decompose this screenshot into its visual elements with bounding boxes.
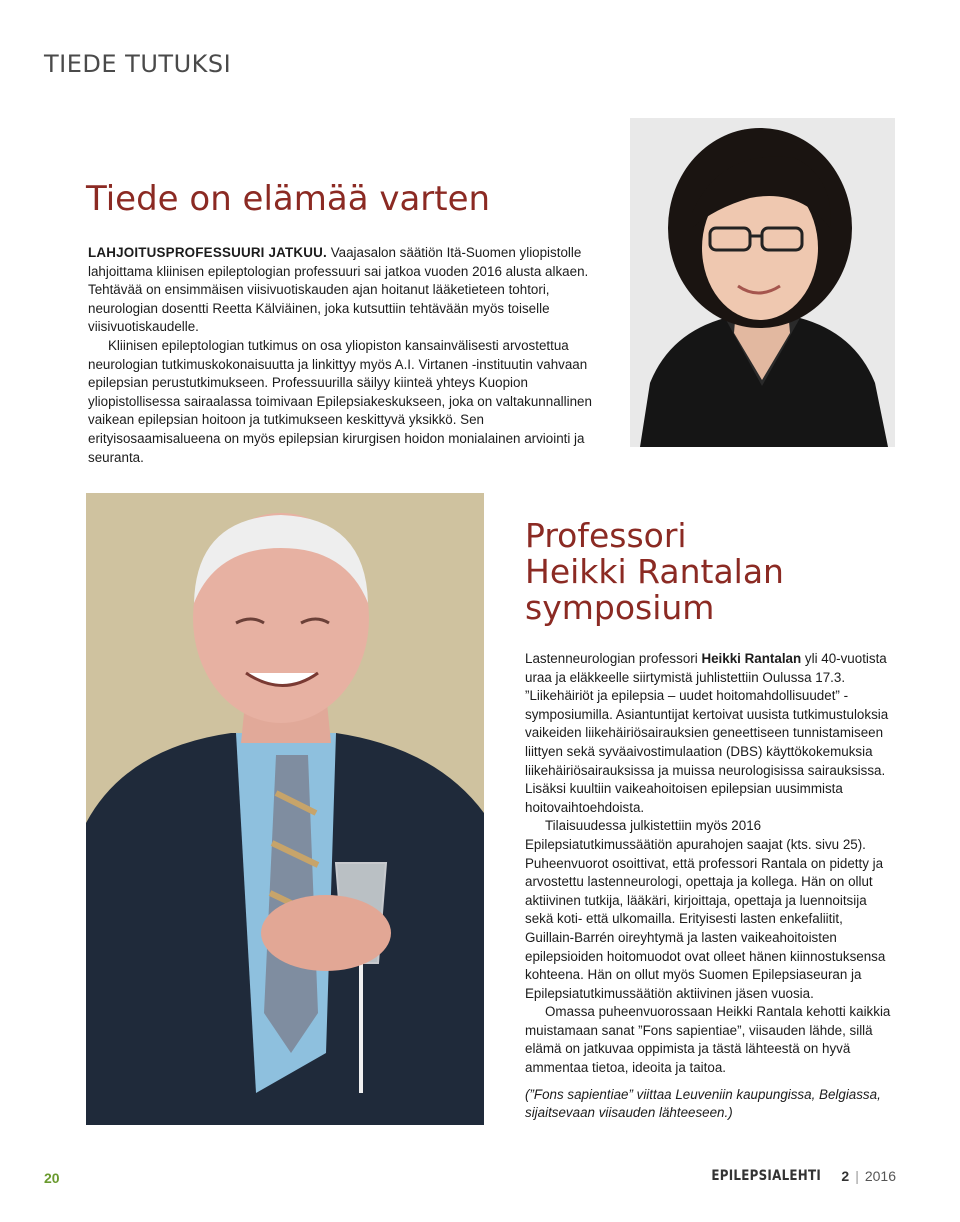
article2-body (525, 650, 895, 1123)
article2-title-line-2: Heikki Rantalan (525, 552, 784, 591)
article2-p1-a: Lastenneurologian professori (525, 651, 702, 666)
article1-title: Tiede on elämää varten (86, 179, 491, 219)
article1-p1-text: Vaajasalon säätiön Itä-Suomen yliopistolle lahjoittama kliinisen epileptologian professuuri sai jatkoa vuoden 2016 alusta alkaen. Tehtävää on ensimmäisen viisivuotiskauden ajan hoitanut lääketieteen tohtori, neurologian dosentti Reetta Kälviäinen, joka kutsuttiin tehtävään myös toiselle viisivuotiskaudelle. (88, 245, 589, 335)
article2-paragraph-2: Tilaisuudessa julkistettiin myös 2016 Epilepsiatutkimussäätiön apurahojen saajat (kts. sivu 25). Puheenvuorot osoittivat, että professori Rantala on pidetty ja arvostettu lastenneurologi, opettaja ja kollega. Hän on ollut aktiivinen tutkija, lääkäri, kirjoittaja, opettaja ja luennoitsija sekä koti- että ulkomailla. Erityisesti lasten enkefaliitit, Guillain-Barrén oireyhtymä ja lasten vaikeahoitoisten epilepsioiden hoitomuodot ovat olleet hänen kiinnostuksensa kohteena. Hän on ollut myös Suomen Epilepsiaseuran ja Epilepsiatutkimussäätiön aktiivinen jäsen vuosia. (525, 818, 886, 1001)
issue-number: 2 (841, 1168, 850, 1184)
footer-magazine-info (692, 1168, 896, 1184)
article2-paragraph-3: Omassa puheenvuorossaan Heikki Rantala kehotti kaikkia muistamaan sanat ”Fons sapientiae”, viisauden lähde, sillä elämä on jatkuvaa oppimista ja tästä lähteestä on hyvä ammentaa tietoa, ideoita ja taitoa. (525, 1004, 891, 1076)
article1-paragraph-1 (88, 244, 608, 337)
footer-separator: | (855, 1168, 859, 1184)
portrait-photo-woman (630, 118, 895, 447)
page-number: 20 (44, 1170, 60, 1186)
article2-note: (”Fons sapientiae” viittaa Leuveniin kaupungissa, Belgiassa, sijaitsevaan viisauden lähteeseen.) (525, 1086, 881, 1121)
article1-paragraph-2: Kliinisen epileptologian tutkimus on osa yliopiston kansainvälisesti arvostettua neurologian tutkimuskokonaisuutta ja linkittyy myös A.I. Virtanen -instituutin vahvaan epilepsian perustutkimukseen. Professuurilla säilyy kiinteä yhteys Kuopion yliopistollisessa sairaalassa toimivaan Epilepsiakeskukseen, joka on valtakunnallinen vaikean epilepsian hoitoon ja tutkimukseen keskittyvä yksikkö. Sen erityisosaamisalueena on myös epilepsian kirurgisen hoidon monialainen arviointi ja seuranta. (88, 337, 592, 465)
section-label: TIEDE TUTUKSI (44, 50, 232, 78)
portrait-photo-man (86, 493, 484, 1125)
issue-year: 2016 (864, 1168, 896, 1184)
article1-body (88, 244, 608, 467)
magazine-name: EPILEPSIALEHTI (711, 1168, 822, 1184)
article2-p1-b: yli 40-vuotista uraa ja eläkkeelle siirtymistä juhlistettiin Oulussa 17.3. ”Liikehäiriöt ja epilepsia – uudet hoitomahdollisuudet” -symposiumilla. Asiantuntijat kertoivat uusista tutkimustuloksia vaikeiden liikehäiriösairauksien geneettiseen tunnistamiseen liittyen sekä syväaivostimulaation (DBS) käyttökokemuksia liikehäiriösairauksissa ja muissa neurologisissa sairauksissa. Lisäksi kuultiin vaikeahoitoisen epilepsian uusimmista hoitovaihtoehdoista. (525, 651, 889, 815)
article2-title-line-1: Professori (525, 516, 687, 555)
article2-title-line-3: symposium (525, 588, 715, 627)
article2-paragraph-1 (525, 650, 895, 817)
article1-lead: LAHJOITUSPROFESSUURI JATKUU. (88, 245, 327, 260)
article2-person-name: Heikki Rantalan (701, 651, 802, 666)
article2-title (525, 518, 784, 626)
